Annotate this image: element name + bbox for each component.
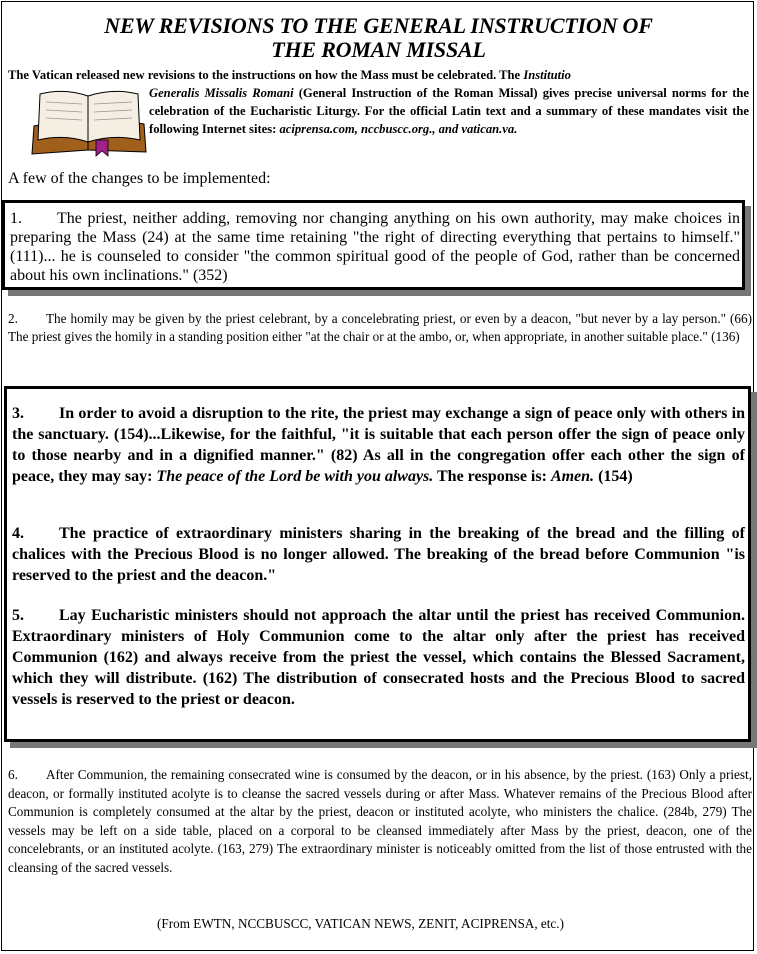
title-line-2: THE ROMAN MISSAL [271,37,486,62]
source-credit: (From EWTN, NCCBUSCC, VATICAN NEWS, ZENIT, ACIPRENSA, etc.) [157,916,564,931]
item-3-response: Amen. [550,468,595,485]
intro-text-a: The Vatican released new revisions to the instructions on how the Mass must be celebrated. The [8,68,524,82]
item-2-text: The homily may be given by the priest celebrant, by a concelebrating priest, or even by a deacon, "but never by a lay person." (66) The priest gives the homily in a standing position either "at the chair or at the ambo, or, when appropriate, in another suitable place." (136) [8,311,752,344]
item-3-text-a: In order to avoid a disruption to the rite, the priest may exchange a sign of peace only with others in the sanctuary. (154)...Likewise, for the faithful, "it is suitable that each person offer the sign of peace only to those nearby and in a dignified manner." (82) As all in the congregation offer each other the sign of peace, they may say: [12,405,745,485]
intro-italic-b: Generalis Missalis Romani [149,86,294,100]
item-5 [12,605,745,710]
intro-sites: aciprensa.com, nccbuscc.org., and vatican.va. [279,122,518,136]
item-1-num: 1. [10,210,22,227]
item-6-text: After Communion, the remaining consecrated wine is consumed by the deacon, or in his absence, by the priest. (163) Only a priest, deacon, or formally instituted acolyte is to cleanse the sacred vessels during or after Mass. Whatever remains of the Precious Blood after Communion is completely consumed at the altar by the priest, deacon or instituted acolyte, who ministers the chalice. (284b, 279) The vessels may be left on a side table, placed on a corporal to be cleansed immediately after Mass by the priest, deacon, one of the concelebrants, or an instituted acolyte. (163, 279) The extraordinary minister is noticeably omitted from the list of those entrusted with the cleansing of the sacred vessels. [8,767,752,875]
item-3-text-b: The response is: [433,468,551,485]
item-5-text: Lay Eucharistic ministers should not approach the altar until the priest has received Communion. Extraordinary ministers of Holy Communion come to the altar only after the priest has received Communion (162) and always receive from the priest the vessel, which contains the Blessed Sacrament, which they will distribute. (162) The distribution of consecrated hosts and the Precious Blood to sacred vessels is reserved to the priest or deacon. [12,607,745,708]
open-book-icon [30,86,148,158]
item-4-num: 4. [12,525,24,542]
item-1-box [2,200,745,290]
item-3-num: 3. [12,405,24,422]
item-1-text: The priest, neither adding, removing nor changing anything on his own authority, may make choices in preparing the Mass (24) at the same time retaining "the right of directing everything that pertains to himself." (111)... he is counseled to consider "the common spiritual good of the people of God, rather than be concerned about his own inclinations." (352) [10,210,740,284]
intro-italic-a: Institutio [523,68,571,82]
item-3-text-c: (154) [594,468,633,485]
intro-rest [149,84,749,138]
item-2 [8,310,752,346]
item-3-italic: The peace of the Lord be with you always. [156,468,434,485]
items-3-5-box [4,386,751,742]
document-page [1,1,754,951]
item-4-text: The practice of extraordinary ministers sharing in the breaking of the bread and the filling of chalices with the Precious Blood is no longer allowed. The breaking of the bread before Communion "is reserved to the priest and the deacon." [12,525,745,584]
item-6-num: 6. [8,767,18,782]
page-title [2,14,755,62]
few-changes-heading: A few of the changes to be implemented: [8,170,271,187]
title-line-1: NEW REVISIONS TO THE GENERAL INSTRUCTION OF [104,13,653,38]
intro-text-b: (General Instruction of the Roman Missal) gives precise universal norms for the celebration of the Eucharistic Liturgy. For the official Latin text and a summary of these mandates visit the following Internet sites: [149,86,749,136]
item-2-num: 2. [8,311,18,326]
item-4 [12,523,745,586]
intro-line-1 [8,66,749,84]
item-1 [10,209,740,285]
intro-paragraph [8,66,749,136]
item-5-num: 5. [12,607,24,624]
item-3 [12,403,745,487]
item-6 [8,766,752,877]
